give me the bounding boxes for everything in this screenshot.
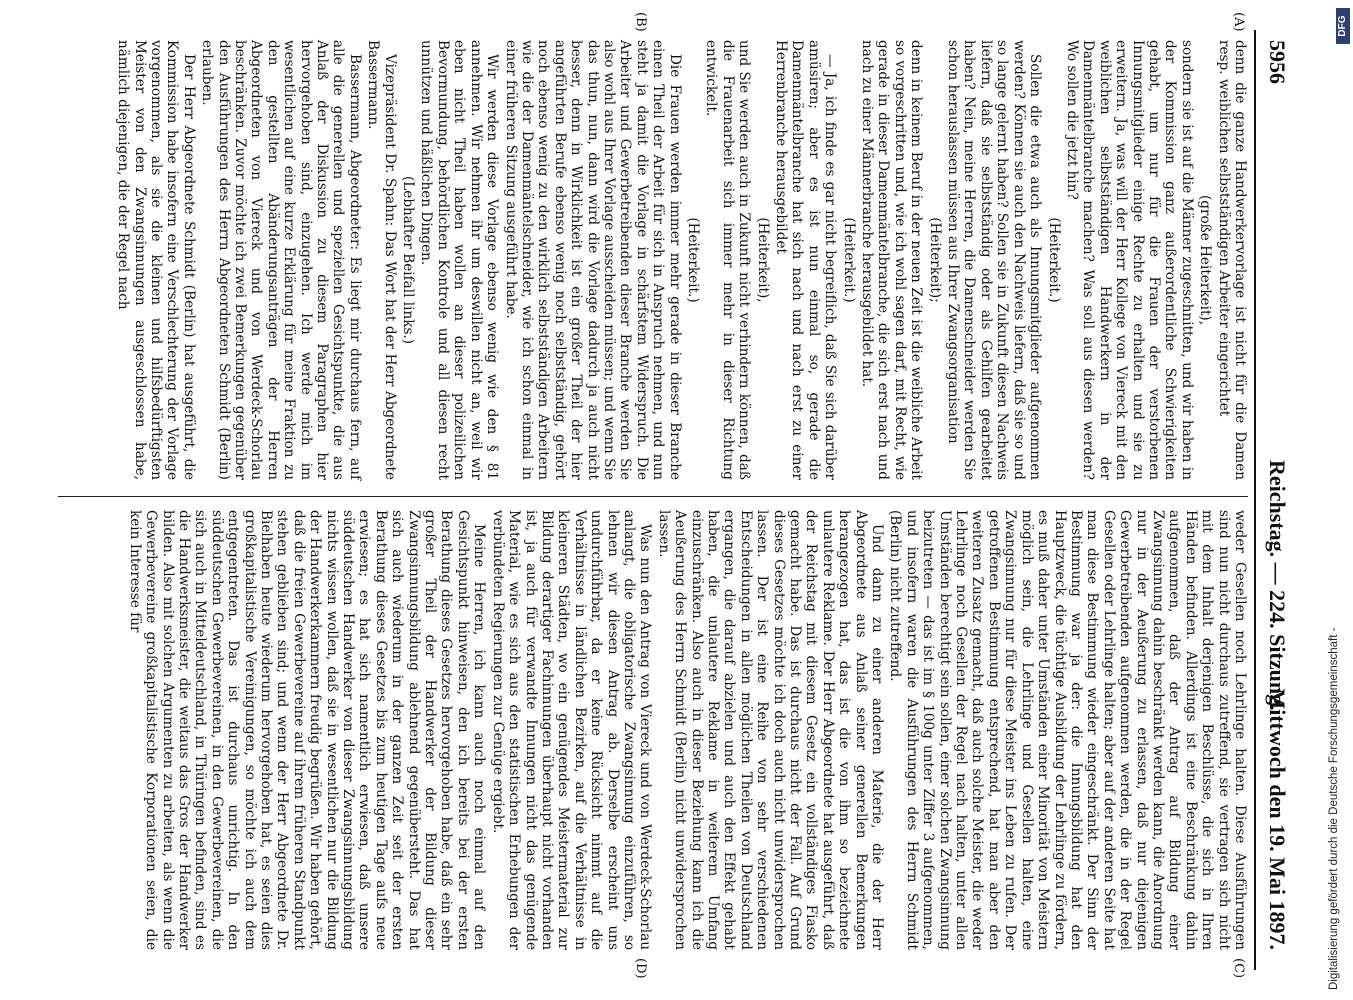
text-paragraph: und Sie werden auch in Zukunft nicht verhindern können, daß die Frauenarbeit sich immer mehr in dieser Richtung entwickelt.: [703, 40, 753, 480]
stage-direction: (Heiterkeit.): [840, 217, 857, 303]
text-paragraph: denn in keinem Beruf in der neuen Zeit ist die weibliche Arbeit so vorgeschritten und, wie ich wohl sagen darf, mit Recht, wie gerade in dieser Damenmäntelbranche, die sich erst nach und nach zu einer Männerbranche herausgebildet hat.: [859, 40, 925, 480]
left-column: [58, 12, 1248, 480]
text-paragraph: Vizepräsident Dr. Spahn: Das Wort hat der Herr Abgeordnete Bassermann.: [365, 40, 398, 480]
stage-direction: (Heiterkeit),: [754, 217, 771, 303]
text-columns: [58, 12, 1248, 979]
page-header: [1252, 30, 1296, 970]
stage-direction: (Heiterkeit.): [685, 217, 701, 303]
session-title: Reichstag. — 224. Sitzung.: [1265, 460, 1290, 711]
session-date: Mittwoch den 19. Mai 1897.: [1265, 688, 1290, 950]
text-paragraph: denn die ganze Handwerkervorlage ist nicht für die Damen resp. weiblichen selbstständigen Arbeiter eingerichtet: [1215, 40, 1248, 480]
text-paragraph: Der Herr Abgeordnete Schmidt (Berlin) hat ausgeführt, die Kommission habe insofern eine Verschlechterung der Vorlage vorgenommen, als sie die kleinen und hilfsbedürftigsten Meister von den Zwangsinnungen ausgeschlossen habe, nämlich diejenigen, die der Regel nach: [115, 40, 197, 480]
text-paragraph: sondern sie ist auf die Männer zugeschnitten, und wir haben in der Kommission ganz außerordentliche Schwierigkeiten gehabt, um nur für die Frauen der verstorbenen Innungsmitglieder einige Rechte zu erhalten und sie zu erweitern. Ja, was will der Herr Kollege von Viereck mit den weiblichen selbstständigen Handwerkern in der Damenmäntelbranche machen? Was soll aus diesen werden? Wo sollen die jetzt hin?: [1063, 40, 1195, 480]
funding-note-text: Digitalisierung gefördert durch die Deutsche Forschungsgemeinschaft -: [1328, 627, 1340, 990]
marker-b: (B): [633, 12, 648, 32]
marker-c: (C): [1231, 958, 1246, 979]
stage-direction: (Heiterkeit);: [926, 217, 943, 303]
text-paragraph: Sollen die etwa auch als Innungsmitglieder aufgenommen werden? Können sie auch den Nachweis liefern, daß sie so und so lange gelernt haben? Sollen sie in Zukunft diesen Nachweis liefern, daß sie selbstständig oder als Gehilfen gearbeitet haben? Nein, meine Herren, die Damenschneider werden Sie schon herauslassen müssen aus Ihrer Zwangsorganisation: [945, 40, 1044, 480]
marker-a: (A): [1231, 12, 1246, 32]
text-paragraph: — Ja, ich finde es gar nicht begreiflich, daß Sie sich darüber amüsiren; aber es ist nun einmal so, gerade die Damenmäntelbranche hat sich nach und nach erst zu einer Herrenbranche herausgebildet: [773, 40, 839, 480]
stage-direction: (Heiterkeit.): [1045, 217, 1062, 303]
text-paragraph: Und dann zu einer anderen Materie, die der Herr Abgeordnete aus Anlaß seiner generellen Bemerkungen herangezogen hat, das ist die von ihm so bezeichnete unlautere Reklame. Der Herr Abgeordnete hat ausgeführt, daß der Reichstag mit diesem Gesetz ein vollständiges Fiasko gemacht habe. Das ist durchaus nicht der Fall. Auf Grund dieses Gesetzes möchte ich doch auch nicht unwidersprochen lassen. Der ist eine Reihe von sehr verschiedenen Entscheidungen in allen möglichen Theilen von Deutschland ergangen, die darauf abzielen und auch den Effekt gehabt haben, die unlautere Reklame in weiterem Umfang einzuschränken. Also auch in dieser Beziehung kann ich die Aeußerung des Herrn Schmidt (Berlin) nicht unwidersprochen lassen.: [655, 510, 886, 950]
stage-direction: (große Heiterkeit),: [1197, 194, 1214, 326]
funding-note: [1322, 10, 1346, 990]
marker-d: (D): [633, 958, 648, 979]
text-paragraph: Bassermann, Abgeordneter: Es liegt mir durchaus fern, auf alle die generellen und speziellen Gesichtspunkte, die aus Anlaß der Diskussion zu diesem Paragraphen hier hervorgehoben sind, einzugehen. Ich werde mich im wesentlichen auf eine kurze Erklärung für meine Fraktion zu den gestellten Abänderungsanträgen der Herren Abgeordneten von Viereck und von Werdeck-Schorlau beschränken. Zuvor möchte ich zwei Bemerkungen gegenüber den Ausführungen des Herrn Abgeordneten Schmidt (Berlin) erlauben.: [199, 40, 363, 480]
page-number: 5956: [1265, 40, 1290, 84]
text-paragraph: Was nun den Antrag von Viereck und von Werdeck-Schorlau anlangt, die obligatorische Zwangsinnung einzuführen, so lehnen wir diesen Antrag ab. Derselbe erscheint uns undurchführbar, da er keine Rücksicht nimmt auf die Verhältnisse in ländlichen Bezirken, auf die Verhältnisse in kleineren Städten, wo ein genügendes Meistermaterial zur Bildung derartiger Fachinnungen überhaupt nicht vorhanden ist, ja auch für verwandte Innungen nicht das genügende Material, wie es sich aus den statistischen Erhebungen der verbündeten Regierungen zur Genüge ergiebt.: [489, 510, 654, 950]
dfg-logo: [1336, 8, 1350, 44]
dfg-logo-text: DFG: [1337, 15, 1348, 37]
text-paragraph: Meine Herren, ich kann auch noch einmal auf den Gesichtspunkt hinweisen, den ich bereits bei der ersten Berathung dieses Gesetzes hervorgehoben habe, daß ein sehr großer Theil der Handwerker der Bildung dieser Zwangsinnungsbildung ablehnend gegenübersteht. Das hat sich auch wiederum in der ganzen Zeit seit der ersten Berathung dieses Gesetzes bis zum heutigen Tage aufs neue erwiesen; es hat sich namentlich erwiesen, daß unsere süddeutschen Handwerker von dieser Zwangsinnungsbildung nichts wissen wollen, daß sie in wesentlichen nur die Bildung der Handwerkerkammern freudig begrüßen. Wir haben gehört, daß die freien Gewerbevereine auf ihrem früheren Standpunkt stehen geblieben sind; und wenn der Herr Abgeordnete Dr. Bielhaben heute wiederum hervorgehoben hat, es seien dies großkapitalistische Vereinigungen, so möchte ich auch dem entgegentreten. Das ist durchaus unrichtig. In den süddeutschen Gewerbevereinen, in den Gewerbevereinen, die sich auch in Mitteldeutschland, in Thüringen befinden, sind es die Handwerksmeister, die weitaus das Gros der Handwerker bilden. Also mit solchen Argumenten zu arbeiten, als wenn die Gewerbevereine großkapitalistische Korporationen seien, die kein Interesse für: [126, 510, 488, 950]
stage-direction: (Lebhafter Beifall links.): [400, 175, 417, 345]
rotated-page-content: [56, 12, 1296, 979]
column-divider: [58, 496, 1248, 497]
header-rule: [1254, 30, 1256, 970]
right-column: [58, 510, 1248, 979]
text-paragraph: weder Gesellen noch Lehrlinge halten. Diese Ausführungen sind nun nicht durchaus zutreffend, sie vertragen sich nicht mit dem Inhalt derjenigen Beschlüsse, die sich in Ihren Händen befinden. Allerdings ist eine Beschränkung dahin aufgenommen, daß der Antrag auf Bildung einer Zwangsinnung dahin beschränkt werden kann, die Anordnung nur in der Aeußerung zu erlassen, daß nur diejenigen Gewerbetreibenden aufgenommen werden, die in der Regel Gesellen oder Lehrlinge halten; aber auf der anderen Seite hat man diese Bestimmung wieder eingeschränkt. Der Sinn der Bestimmung war ja der: die Innungsbildung hat den Hauptzweck, die tüchtige Ausbildung der Lehrlinge zu fördern, es muß daher unter Umständen einer Minorität von Meistern möglich sein, die Lehrlinge und Gesellen halten, eine Zwangsinnung nur für diese Meister ins Leben zu rufen. Der getroffenen Bestimmung entsprechend, hat man aber den weiteren Zusatz gemacht, daß auch solche Meister, die weder Lehrlinge noch Gesellen der Regel nach halten, unter allen Umständen berechtigt sein sollen, einer solchen Zwangsinnung beizutreten — das ist im § 100g unter Ziffer 3 aufgenommen, und insofern waren die Ausführungen des Herrn Schmidt (Berlin) nicht zutreffend.: [887, 510, 1248, 950]
text-paragraph: Die Frauen werden immer mehr gerade in dieser Branche einen Theil der Arbeit für sich in Anspruch nehmen, und nun steht ja damit die Vorlage in schärfstem Widerspruch. Die Arbeiter und Gewerbetreibenden dieser Branche werden Sie also wohl aus Ihrer Vorlage ausscheiden müssen; und wenn Sie das thun, nun, dann wird die Vorlage dadurch ja auch nicht besser, denn in Wirklichkeit ist ein großer Theil der hier angeführten Berufe ebenso wenig noch selbstständig, gehört noch ebenso wenig zu den wirklich selbstständigen Arbeitern wie die der Damenmäntelschneider, wie ich schon einmal in einer früheren Sitzung ausgeführt habe.: [502, 40, 683, 480]
text-paragraph: Wir werden diese Vorlage ebenso wenig wie den § 81 annehmen. Wir nehmen ihr um deswillen nicht an, weil wir eben nicht Theil haben wollen an dieser polizeilichen Bevormundung, behördlichen Kontrole und all diesen recht unnützen und häßlichen Dingen.: [418, 40, 501, 480]
